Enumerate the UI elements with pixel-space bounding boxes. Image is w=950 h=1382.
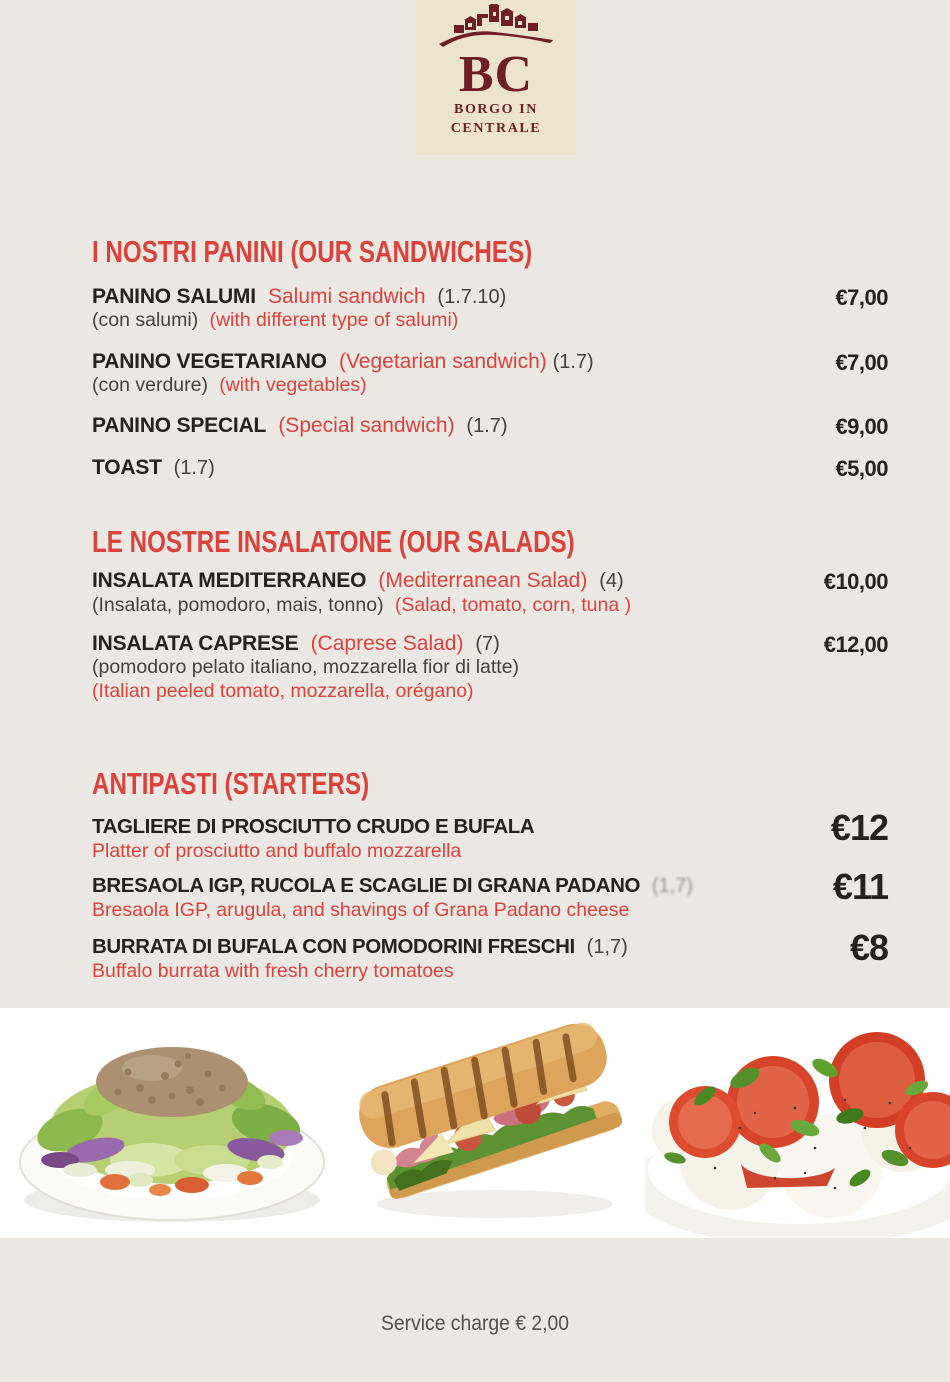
item-desc-en: Bresaola IGP, arugula, and shavings of Grana Padano cheese — [92, 899, 630, 922]
item-price: €12,00 — [823, 631, 888, 657]
item-price: €10,00 — [823, 569, 888, 594]
logo-line2: CENTRALE — [450, 120, 542, 136]
allergen-code: (7) — [475, 632, 500, 655]
menu-item-toast — [92, 456, 888, 482]
item-desc-en: (with vegetables) — [219, 374, 367, 397]
menu-item-insalata-caprese — [92, 632, 888, 702]
item-desc-en: Platter of prosciutto and buffalo mozzarella — [92, 839, 462, 862]
item-desc-en: (Italian peeled tomato, mozzarella, orégano) — [92, 679, 474, 702]
item-name: PANINO VEGETARIANO — [92, 349, 327, 373]
item-name: BRESAOLA IGP, RUCOLA E SCAGLIE DI GRANA PADANO — [92, 874, 641, 898]
menu-item-insalata-mediterraneo — [92, 569, 888, 616]
item-subtitle: (Caprese Salad) — [310, 631, 464, 655]
item-name: PANINO SALUMI — [92, 284, 256, 308]
service-charge-note: Service charge € 2,00 — [381, 1312, 569, 1335]
item-subtitle: Salumi sandwich — [267, 284, 426, 308]
restaurant-logo — [416, 0, 576, 155]
menu-item-tagliere — [92, 806, 888, 862]
item-subtitle: (Special sandwich) — [278, 414, 455, 438]
allergen-code: (1,7) — [586, 935, 628, 958]
section-title-antipasti: ANTIPASTI (STARTERS) — [92, 766, 370, 802]
item-price: €5,00 — [835, 456, 888, 482]
menu-item-panino-vegetariano — [92, 350, 888, 397]
logo-wordmark — [451, 101, 542, 137]
item-desc-it: (con salumi) — [92, 309, 199, 332]
section-title-panini: I NOSTRI PANINI (OUR SANDWICHES) — [92, 234, 533, 269]
grilled-panini-photo — [345, 1008, 645, 1238]
item-name: INSALATA MEDITERRANEO — [92, 569, 367, 592]
allergen-code: (1.7) — [466, 415, 508, 438]
food-photo-strip — [0, 1008, 950, 1238]
item-name: BURRATA DI BUFALA CON POMODORINI FRESCHI — [92, 934, 575, 958]
item-price: €11 — [832, 866, 888, 908]
menu-item-bresaola — [92, 866, 888, 922]
menu-item-panino-special — [92, 414, 888, 440]
item-subtitle: (Vegetarian sandwich) — [338, 349, 547, 373]
item-price: €7,00 — [835, 284, 888, 310]
village-skyline-icon — [437, 4, 555, 50]
item-price: €12 — [830, 806, 888, 848]
item-price: €8 — [849, 926, 888, 968]
allergen-code: (1.7.10) — [437, 285, 507, 308]
item-price: €7,00 — [835, 349, 888, 375]
menu-item-burrata — [92, 926, 888, 982]
item-desc-en: (Salad, tomato, corn, tuna ) — [394, 593, 632, 616]
section-title-insalatone: LE NOSTRE INSALATONE (OUR SALADS) — [92, 524, 575, 560]
item-price: €9,00 — [835, 414, 888, 440]
menu-body — [92, 236, 888, 982]
logo-line1: BORGO IN — [454, 102, 538, 118]
item-desc-it: (con verdure) — [92, 374, 208, 397]
item-name: TOAST — [92, 456, 162, 480]
allergen-code: (1.7) — [552, 350, 594, 373]
item-desc-it: (pomodoro pelato italiano, mozzarella fior di latte) — [92, 656, 520, 679]
item-desc-en: (with different type of salumi) — [209, 309, 459, 332]
allergen-code: (4) — [599, 570, 624, 592]
item-desc-it: (Insalata, pomodoro, mais, tonno) — [92, 593, 384, 616]
tuna-salad-photo — [0, 1008, 345, 1238]
item-subtitle: (Mediterranean Salad) — [378, 569, 588, 592]
caprese-salad-photo — [645, 1008, 950, 1238]
item-name: INSALATA CAPRESE — [92, 631, 299, 655]
item-name: PANINO SPECIAL — [92, 414, 267, 438]
allergen-code: (1.7) — [173, 457, 215, 480]
item-desc-en: Buffalo burrata with fresh cherry tomatoes — [92, 959, 454, 982]
menu-item-panino-salumi — [92, 285, 888, 332]
allergen-code-smudged: (1,7) — [651, 875, 694, 898]
item-name: TAGLIERE DI PROSCIUTTO CRUDO E BUFALA — [92, 814, 535, 838]
logo-initials: BC — [458, 46, 534, 103]
